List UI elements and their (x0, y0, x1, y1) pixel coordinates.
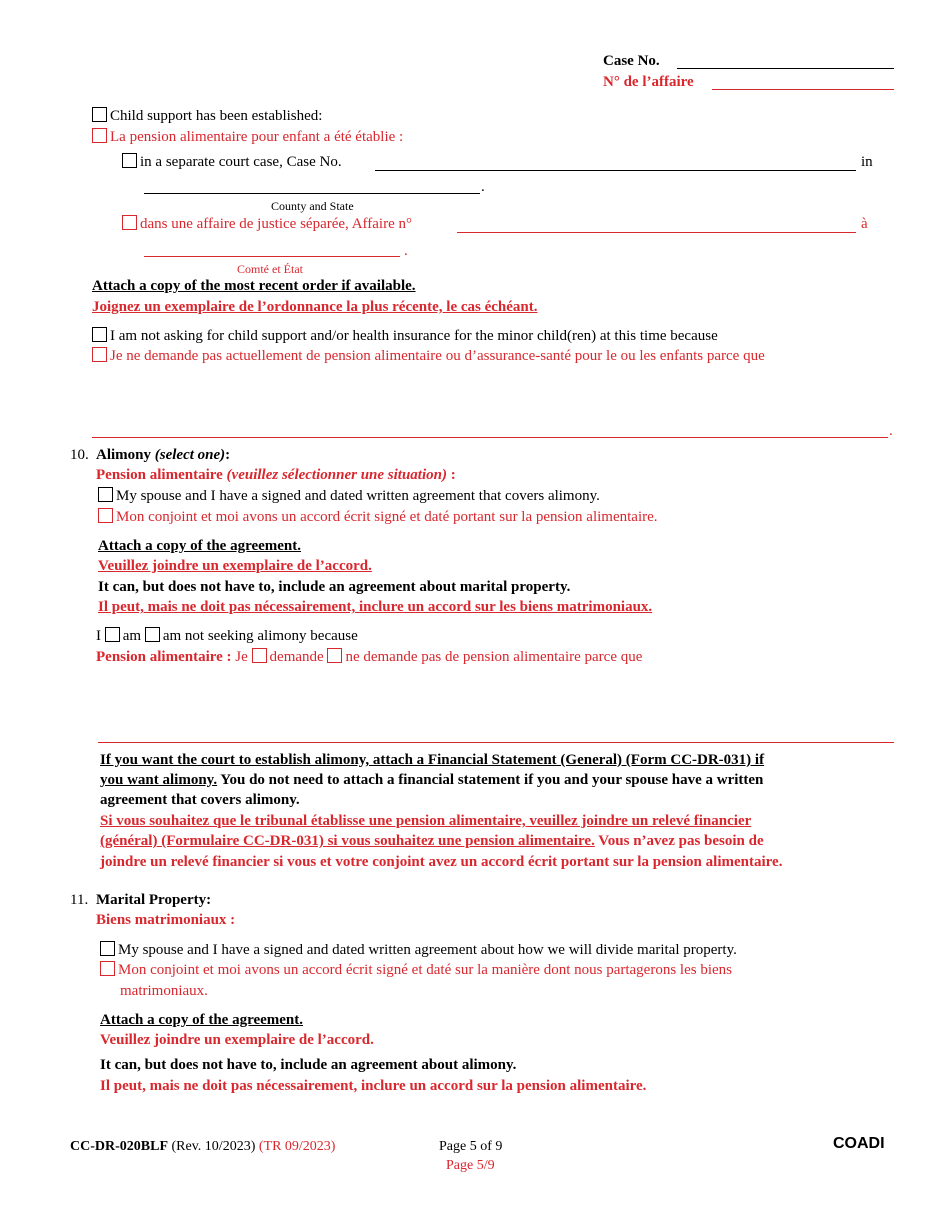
not-asking-reason-field[interactable] (92, 437, 888, 438)
case-no-label-fr: N° de l’affaire (603, 74, 694, 90)
case-no-label: Case No. (603, 53, 660, 69)
alimony-title-fr: Pension alimentaire (96, 467, 223, 483)
marital-agreement-label-fr-1: Mon conjoint et moi avons un accord écrit signé et daté sur la manière dont nous partagerons les biens (118, 962, 732, 978)
financial-statement-line1 (100, 751, 764, 769)
child-support-established-label: Child support has been established: (110, 108, 323, 124)
alimony-can-include: It can, but does not have to, include an agreement about marital property. (98, 579, 571, 595)
financial-statement-line3-fr: joindre un relevé financier si vous et votre conjoint avez un accord écrit portant sur la pension alimentaire. (100, 854, 783, 870)
alimony-title: Alimony (96, 447, 152, 463)
separate-case-row (122, 153, 342, 171)
alimony-reason-field[interactable] (98, 742, 894, 743)
marital-agreement-checkbox-fr[interactable] (100, 961, 115, 976)
separate-case-checkbox[interactable] (122, 153, 137, 168)
financial-statement-u2: you want alimony. (100, 772, 218, 788)
separate-case-label-fr: dans une affaire de justice séparée, Affaire n° (140, 216, 412, 232)
footer-page-fr: Page 5/9 (446, 1158, 495, 1173)
child-support-established-row-fr (92, 128, 403, 146)
separate-case-row-fr (122, 215, 412, 233)
county-state-period: . (481, 179, 485, 195)
child-support-established-label-fr: La pension alimentaire pour enfant a été établie : (110, 129, 404, 145)
financial-statement-u1: If you want the court to establish alimony, attach a Financial Statement (General) (Form CC-DR-031) if (100, 752, 765, 768)
marital-can-include: It can, but does not have to, include an agreement about alimony. (100, 1057, 517, 1073)
alimony-am-not-checkbox[interactable] (145, 627, 160, 642)
alimony-agreement-checkbox-fr[interactable] (98, 508, 113, 523)
alimony-seeking-row-fr (96, 648, 642, 666)
marital-number: 11. (70, 892, 89, 908)
alimony-agreement-checkbox[interactable] (98, 487, 113, 502)
footer-form-info (70, 1138, 335, 1156)
alimony-ne-demande-label-fr: ne demande pas de pension alimentaire parce que (345, 649, 643, 665)
footer-rev: (Rev. 10/2023) (168, 1139, 259, 1154)
not-asking-row (92, 327, 718, 345)
alimony-demande-label-fr: demande (269, 649, 324, 665)
child-support-established-checkbox[interactable] (92, 107, 107, 122)
alimony-ne-demande-checkbox-fr[interactable] (327, 648, 342, 663)
not-asking-checkbox-fr[interactable] (92, 347, 107, 362)
county-state-field[interactable] (144, 193, 480, 194)
alimony-agreement-label: My spouse and I have a signed and dated written agreement that covers alimony. (116, 488, 600, 504)
alimony-number: 10. (70, 447, 89, 463)
alimony-select-note-fr: (veuillez sélectionner une situation) (226, 467, 447, 483)
case-no-field-fr[interactable] (712, 89, 894, 90)
financial-statement-u1-fr: Si vous souhaitez que le tribunal établisse une pension alimentaire, veuillez joindre un relevé financier (100, 813, 752, 829)
financial-statement-line2-fr (100, 832, 764, 850)
alimony-heading (96, 446, 230, 464)
child-support-established-row (92, 107, 322, 125)
county-state-caption-fr: Comté et État (237, 262, 303, 276)
alimony-am-not-label: am not seeking alimony because (162, 628, 358, 644)
alimony-demande-checkbox-fr[interactable] (252, 648, 267, 663)
alimony-colon-fr: : (446, 467, 456, 483)
alimony-colon: : (225, 447, 231, 463)
in-label: in (861, 154, 873, 170)
county-state-period-fr: . (404, 243, 408, 259)
marital-agreement-checkbox[interactable] (100, 941, 115, 956)
marital-agreement-row-fr (100, 961, 732, 979)
alimony-select-note: (select one) (154, 447, 226, 463)
case-no-field[interactable] (677, 68, 894, 69)
marital-agreement-row (100, 941, 737, 959)
alimony-agreement-row-fr (98, 508, 658, 526)
alimony-heading-fr (96, 466, 456, 484)
alimony-i-label: I (96, 628, 101, 644)
marital-attach-instruction-fr: Veuillez joindre un exemplaire de l’accord. (100, 1032, 374, 1048)
alimony-seeking-row (96, 627, 358, 645)
not-asking-label-fr: Je ne demande pas actuellement de pension alimentaire ou d’assurance-santé pour le ou les enfants parce que (110, 348, 765, 364)
separate-case-label: in a separate court case, Case No. (140, 154, 342, 170)
marital-agreement-label-fr-2: matrimoniaux. (120, 983, 208, 999)
alimony-attach-instruction-fr: Veuillez joindre un exemplaire de l’accord. (98, 558, 372, 574)
alimony-je-label-fr: Je (235, 649, 248, 665)
financial-statement-u2-fr: (général) (Formulaire CC-DR-031) si vous souhaitez une pension alimentaire. (100, 833, 595, 849)
alimony-label-fr: Pension alimentaire : (96, 649, 232, 665)
attach-order-instruction: Attach a copy of the most recent order if available. (92, 278, 416, 294)
financial-statement-line1-fr (100, 812, 751, 830)
alimony-can-include-fr: Il peut, mais ne doit pas nécessairement, inclure un accord sur les biens matrimoniaux. (98, 599, 653, 615)
marital-title: Marital Property: (96, 892, 212, 908)
financial-statement-line2 (100, 771, 763, 789)
not-asking-row-fr (92, 347, 765, 365)
county-state-caption: County and State (271, 199, 354, 213)
separate-case-number-field[interactable] (375, 170, 856, 171)
alimony-am-checkbox[interactable] (105, 627, 120, 642)
financial-statement-line3: agreement that covers alimony. (100, 792, 300, 808)
marital-can-include-fr: Il peut, mais ne doit pas nécessairement, inclure un accord sur la pension alimentaire. (100, 1078, 647, 1094)
marital-title-fr: Biens matrimoniaux : (96, 912, 236, 928)
marital-attach-instruction: Attach a copy of the agreement. (100, 1012, 304, 1028)
child-support-established-checkbox-fr[interactable] (92, 128, 107, 143)
alimony-agreement-label-fr: Mon conjoint et moi avons un accord écrit signé et daté portant sur la pension alimentaire. (116, 509, 658, 525)
separate-case-number-field-fr[interactable] (457, 232, 856, 233)
footer-tr: (TR 09/2023) (258, 1139, 336, 1154)
alimony-attach-instruction: Attach a copy of the agreement. (98, 538, 302, 554)
financial-statement-rest-fr: Vous n’avez pas besoin de (594, 833, 764, 849)
separate-case-checkbox-fr[interactable] (122, 215, 137, 230)
not-asking-label: I am not asking for child support and/or health insurance for the minor child(ren) at this time because (110, 328, 718, 344)
footer-page: Page 5 of 9 (439, 1139, 503, 1154)
attach-order-instruction-fr: Joignez un exemplaire de l’ordonnance la plus récente, le cas échéant. (92, 299, 538, 315)
county-state-field-fr[interactable] (144, 256, 400, 257)
financial-statement-rest: You do not need to attach a financial statement if you and your spouse have a written (217, 772, 764, 788)
alimony-agreement-row (98, 487, 600, 505)
not-asking-checkbox[interactable] (92, 327, 107, 342)
alimony-am-label: am (122, 628, 142, 644)
not-asking-period: . (889, 423, 893, 439)
footer-form-id: CC-DR-020BLF (70, 1139, 168, 1154)
a-label-fr: à (861, 216, 868, 232)
footer-brand: COADI (833, 1135, 885, 1152)
marital-agreement-label: My spouse and I have a signed and dated written agreement about how we will divide marital property. (118, 942, 737, 958)
